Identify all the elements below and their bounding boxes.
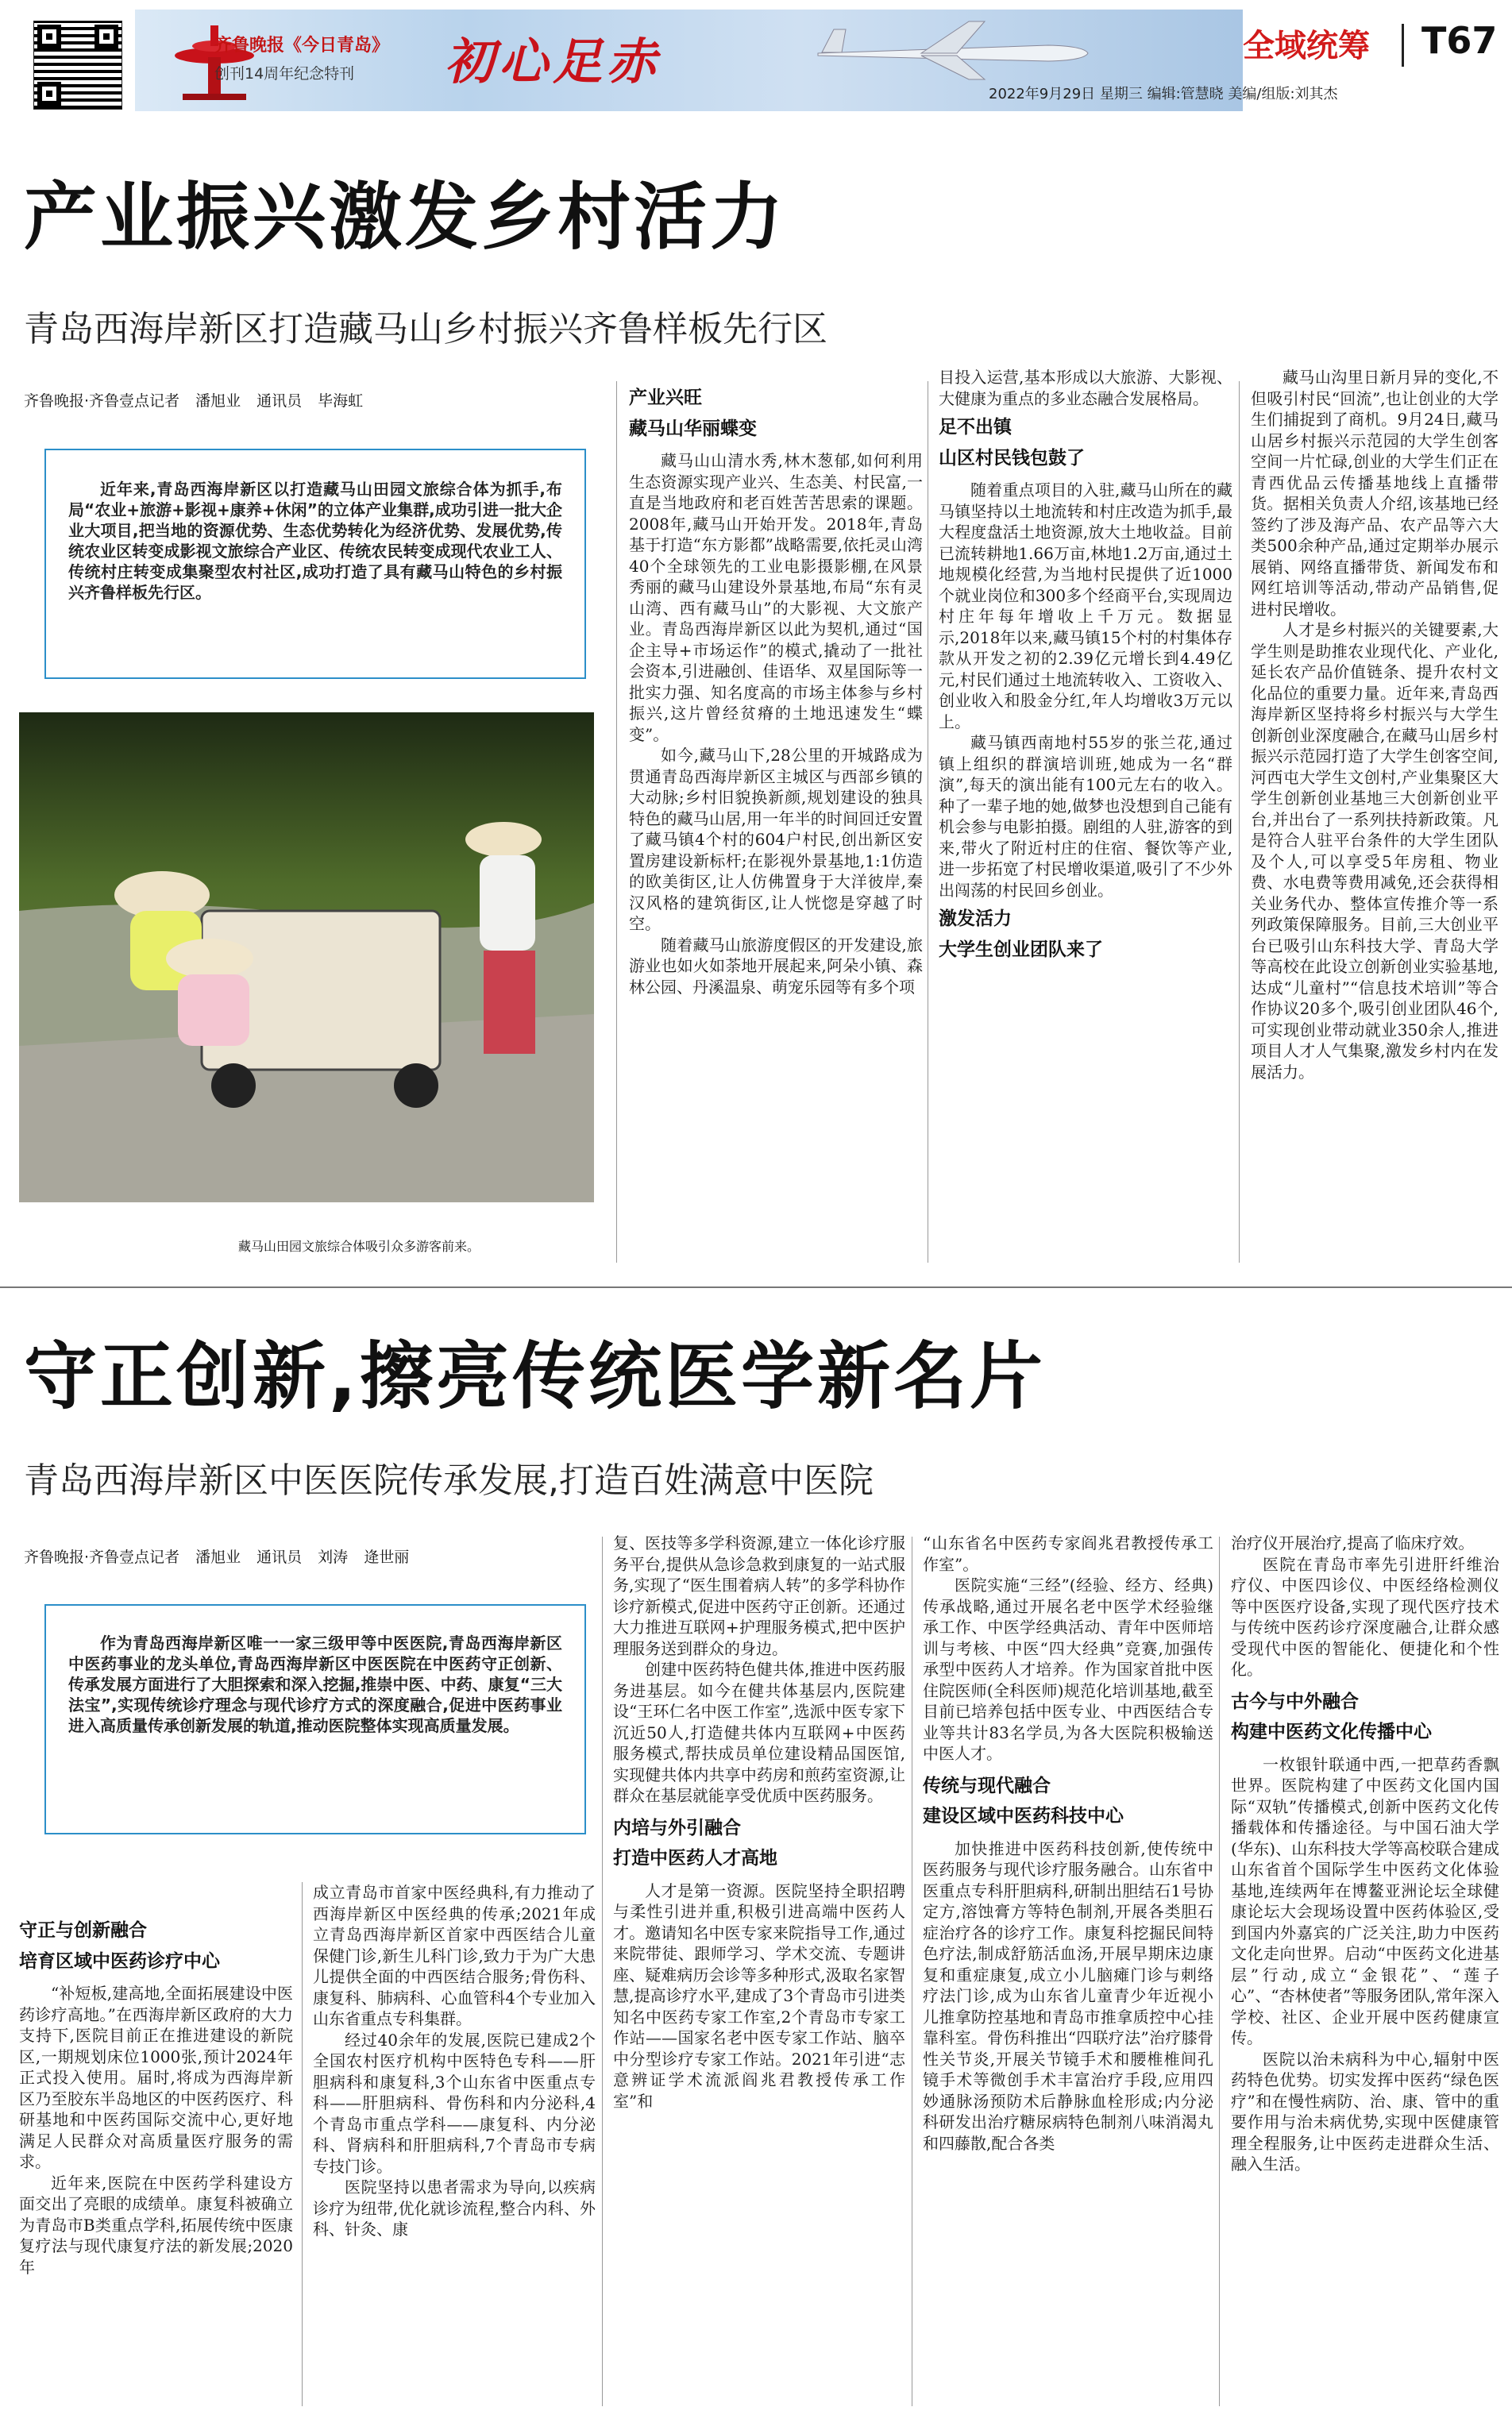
column-rule [616,381,617,1263]
article2-lead: 作为青岛西海岸新区唯一一家三级甲等中医医院,青岛西海岸新区中医药事业的龙头单位,青岛西海岸新区中医医院在中医药守正创新、传承发展方面进行了大胆探索和深入挖掘,推崇中医、中药、康复“三大法宝”,实现传统诊疗理念与现代诊疗方式的深度融合,促进中医药事业进入高质量传承创新发展的轨道,推动医院整体实现高质量发展。 [68,1634,562,1735]
paragraph: “补短板,建高地,全面拓展建设中医药诊疗高地。”在西海岸新区政府的大力支持下,医院目前正在推进建设的新院区,一期规划床位1000张,预计2024年正式投入使用。届时,将成为西海岸新区乃至胶东半岛地区的中医药医疗、科研基地和中医药国际交流中心,更好地满足人民群众对高质量医疗服务的需求。 [19,1984,293,2171]
column-rule [302,1882,303,2406]
section-heading: 产业兴旺 [629,388,702,408]
paragraph: 加快推进中医药科技创新,使传统中医药服务与现代诊疗服务融合。山东省中医重点专科肝胆病科,研制出胆结石1号协定方,溶蚀膏方等特色制剂,开展各类胆石症治疗各的诊疗工作。康复科挖掘民间特色疗法,制成舒筋活血汤,开展早期床边康复和重症康复,成立小儿脑瘫门诊与刺络疗法门诊,成为山东省儿童青少年近视小儿推拿防控基地和青岛市推拿质控中心挂靠科室。骨伤科推出“四联疗法”治疗膝骨性关节炎,开展关节镜手术和腰椎椎间孔镜手术等微创手术丰富治疗手段,应用四妙通脉汤预防术后静脉血栓形成;内分泌科研发出治疗糖尿病特色制剂八味消渴丸和四藤散,配合各类 [923,1838,1213,2153]
article2-column-3 [613,1533,905,2422]
paragraph: 治疗仪开展治疗,提高了临床疗效。 [1231,1533,1475,1553]
article2-column-1 [19,1915,293,2424]
article1-column-2 [629,383,923,1264]
article2-subhead: 青岛西海岸新区中医医院传承发展,打造百姓满意中医院 [24,1460,874,1501]
paragraph: 人才是乡村振兴的关键要素,大学生则是助推农业现代化、产业化,延长农产品价值链条、提升农村文化品位的重要力量。近年来,青岛西海岸新区坚持将乡村振兴与大学生创新创业深度融合,在藏马山居乡村振兴示范园打造了大学生创客空间,河西屯大学生文创村,产业集聚区大学生创新创业基地三大创新创业平台,并出台了一系列扶持新政策。凡是符合人驻平台条件的大学生团队及个人,可以享受5年房租、物业费、水电费等费用减免,还会获得相关业务代办、整体宣传推介等一系列政策保障服务。目前,三大创业平台已吸引山东科技大学、青岛大学等高校在此设立创新创业实验基地,达成“儿童村”“信息技术培训”等合作协议20多个,吸引创业团队46个,可实现创业带动就业350余人,推进项目人才人气集聚,激发乡村内在发展活力。 [1251,620,1498,1082]
article1-photo-caption: 藏马山田园文旅综合体吸引众多游客前来。 [238,1239,480,1254]
paper-name: 齐鲁晚报《今日青岛》 [214,36,390,56]
article1-column-3 [939,367,1232,1264]
page-number: T67 [1421,19,1498,62]
section-subheading: 打造中医药人才高地 [613,1848,777,1869]
section-subheading: 建设区域中医药科技中心 [923,1806,1124,1826]
article2-column-2 [313,1882,596,2422]
airplane-icon [810,17,1096,81]
paper-subtitle: 创刊14周年纪念特刊 [214,65,355,83]
date-editor-line: 2022年9月29日 星期三 编辑:管慧晓 美编/组版:刘其杰 [989,86,1338,102]
paragraph: 医院以治未病科为中心,辐射中医药特色优势。切实发挥中医药“绿色医疗”和在慢性病防、治、康、管中的重要作用与治未病优势,实现中医健康管理全程服务,让中医药走进群众生活、融入生活。 [1231,2049,1499,2174]
section-subheading: 培育区域中医药诊疗中心 [19,1950,220,1972]
paragraph: 目投入运营,基本形成以大旅游、大影视、大健康为重点的多业态融合发展格局。 [939,368,1232,408]
header-slogan: 初心足赤 [445,33,662,91]
section-subheading: 藏马山华丽蝶变 [629,418,757,439]
paragraph: “山东省名中医药专家阎兆君教授传承工作室”。 [923,1533,1213,1574]
paragraph: 创建中医药特色健共体,推进中医药服务进基层。如今在健共体基层内,医院建设“王环仁名中医工作室”,选派中医专家下沉近50人,打造健共体内互联网+中医药服务模式,帮扶成员单位建设精品国医馆,实现健共体内共享中药房和煎药室资源,让群众在基层就能享受优质中医药服务。 [613,1660,905,1805]
paragraph: 人才是第一资源。医院坚持全职招聘与柔性引进并重,积极引进高端中医药人才。邀请知名中医专家来院指导工作,通过来院带徒、跟师学习、学术交流、专题讲座、疑难病历会诊等多种形式,汲取名家智慧,提高诊疗水平,建成了3个青岛市引进类知名中医药专家工作室,2个青岛市专家工作站——国家名老中医专家工作站、脑卒中分型诊疗专家工作站。2021年引进“志意辨证学术流派阎兆君教授传承工作室”和 [613,1880,905,2111]
article2-byline: 齐鲁晚报·齐鲁壹点记者 潘旭业 通讯员 刘涛 逄世丽 [24,1549,410,1566]
article1-byline: 齐鲁晚报·齐鲁壹点记者 潘旭业 通讯员 毕海虹 [24,392,364,410]
page-header [0,0,1512,119]
paragraph: 藏马山山清水秀,林木葱郁,如何利用生态资源实现产业兴、生态美、村民富,一直是当地政府和老百姓苦苦思索的课题。2008年,藏马山开始开发。2018年,青岛基于打造“东方影都”战略需要,依托灵山湾40个全球领先的工业电影摄影棚,在风景秀丽的藏马山建设外景基地,布局“东有灵山湾、西有藏马山”的大影视、大文旅产业。青岛西海岸新区以此为契机,通过“国企主导+市场运作”的模式,撬动了一批社会资本,引进融创、佳语华、双星国际等一批实力强、知名度高的市场主体参与乡村振兴,这片曾经贫瘠的土地迅速发生“蝶变”。 [629,451,923,744]
paragraph: 医院坚持以患者需求为导向,以疾病诊疗为纽带,优化就诊流程,整合内科、外科、针灸、康 [313,2177,596,2239]
section-subheading: 山区村民钱包鼓了 [939,447,1085,469]
article2-column-5 [1231,1533,1499,2422]
article1-lead-box [44,449,586,679]
section-heading: 古今与中外融合 [1231,1691,1359,1712]
article2-headline: 守正创新,擦亮传统医学新名片 [24,1334,1046,1419]
paragraph: 医院实施“三经”(经验、经方、经典)传承战略,通过开展名老中医学术经验继承工作、中医学经典活动、青年中医师培训与考核、中医“四大经典”竞赛,加强传承型中医药人才培养。作为国家首批中医住院医师(全科医师)规范化培训基地,截至目前已培养包括中医专业、中西医结合专业等共计83名学员,为各大医院积极输送中医人才。 [923,1576,1213,1763]
section-heading: 守正与创新融合 [19,1920,147,1941]
paragraph: 复、医技等多学科资源,建立一体化诊疗服务平台,提供从急诊急救到康复的一站式服务,实现了“医生围着病人转”的多学科协作诊疗新模式,促进中医药守正创新。还通过大力推进互联网+护理服务模式,把中医护理服务送到群众的身边。 [613,1533,905,1658]
section-heading: 激发活力 [939,908,1012,929]
article1-subhead: 青岛西海岸新区打造藏马山乡村振兴齐鲁样板先行区 [24,309,827,349]
section-heading: 足不出镇 [939,417,1012,438]
section-heading: 传统与现代融合 [923,1775,1051,1796]
article2-column-4 [923,1533,1213,2422]
paragraph: 一枚银针联通中西,一把草药香飘世界。医院构建了中医药文化国内国际“双轨”传播模式,创新中医药文化传播载体和传播途径。与中国石油大学(华东)、山东科技大学等高校联合建成山东省首个国际学生中医药文化体验基地,连续两年在博鳌亚洲论坛全球健康论坛大会现场设置中医药体验区,受到国内外嘉宾的广泛关注,助力中医药文化走向世界。启动“中医药文化进基层”行动,成立“金银花”、“莲子心”、“杏林使者”等服务团队,常年深入学校、社区、企业开展中医药健康宣传。 [1231,1754,1499,2047]
article2-lead-box [44,1604,586,1834]
section-name: 全域统筹 [1243,28,1370,64]
section-subheading: 构建中医药文化传播中心 [1231,1722,1432,1742]
column-rule [602,1537,603,2406]
paragraph: 随着藏马山旅游度假区的开发建设,旅游业也如火如荼地开展起来,阿朵小镇、森林公园、丹溪温泉、萌宠乐园等有多个项 [629,935,923,997]
section-heading: 内培与外引融合 [613,1817,741,1838]
paragraph: 医院在青岛市率先引进肝纤维治疗仪、中医四诊仪、中医经络检测仪等中医医疗设备,实现了现代医疗技术与传统中医药诊疗深度融合,让群众感受现代中医的智能化、便捷化和个性化。 [1231,1554,1499,1679]
paragraph: 藏马镇西南地村55岁的张兰花,通过镇上组织的群演培训班,她成为一名“群演”,每天的演出能有100元左右的收入。种了一辈子地的她,做梦也没想到自己能有机会参与电影拍摄。剧组的人驻,游客的到来,带火了附近村庄的住宿、餐饮等产业,进一步拓宽了村民增收渠道,吸引了不少外出闯荡的村民回乡创业。 [939,733,1232,900]
qr-code-icon [33,21,122,110]
column-rule [1239,381,1240,1263]
article1-lead: 近年来,青岛西海岸新区以打造藏马山田园文旅综合体为抓手,布局“农业+旅游+影视+康养+休闲”的立体产业集群,成功引进一批大企业大项目,把当地的资源优势、生态优势转化为经济优势、发展优势,传统农业区转变成影视文旅综合产业区、传统农民转变成现代农业工人、传统村庄转变成集聚型农村社区,成功打造了具有藏马山特色的乡村振兴齐鲁样板先行区。 [68,480,562,602]
article1-photo [19,712,594,1202]
paragraph: 经过40余年的发展,医院已建成2个全国农村医疗机构中医特色专科——肝胆病科和康复科,3个山东省中医重点专科——肝胆病科、骨伤科和内分泌科,4个青岛市重点学科——康复科、内分泌科、肾病科和肝胆病科,7个青岛市专病专技门诊。 [313,2030,596,2176]
section-subheading: 大学生创业团队来了 [939,939,1103,960]
article-separator [0,1286,1512,1288]
children-cart-photo [19,712,594,1202]
paragraph: 近年来,医院在中医药学科建设方面交出了亮眼的成绩单。康复科被确立为青岛市B类重点学科,拓展传统中医康复疗法与现代康复疗法的新发展;2020年 [19,2173,293,2277]
paragraph: 随着重点项目的入驻,藏马山所在的藏马镇坚持以土地流转和村庄改造为抓手,最大程度盘活土地资源,放大土地收益。目前已流转耕地1.66万亩,林地1.2万亩,通过土地规模化经营,为当地村民提供了近1000个就业岗位和300多个经商平台,实现周边村庄年每年增收上千万元。数据显示,2018年以来,藏马镇15个村的村集体存款从开发之初的2.39亿元增长到4.49亿元,村民们通过土地流转收入、工资收入、创业收入和股金分红,年人均增收3万元以上。 [939,480,1232,731]
paragraph: 如今,藏马山下,28公里的开城路成为贯通青岛西海岸新区主城区与西部乡镇的大动脉;乡村旧貌换新颜,规划建设的独具特色的藏马山居,用一年半的时间回迁安置了藏马镇4个村的604户村民,创出新区安置房建设新标杆;在影视外景基地,1:1仿造的欧美街区,让人仿佛置身于大洋彼岸,秦汉风格的建筑街区,让人恍惚是穿越了时空。 [629,746,923,933]
header-divider [1402,24,1404,67]
column-rule [1219,1537,1220,2406]
article1-headline: 产业振兴激发乡村活力 [24,175,787,260]
paragraph: 成立青岛市首家中医经典科,有力推动了西海岸新区中医经典的传承;2021年成立青岛西海岸新区首家中西医结合儿童保健门诊,新生儿科门诊,致力于为广大患儿提供全面的中西医结合服务;骨伤科、康复科、肺病科、心血管科4个专业加入山东省重点专科集群。 [313,1883,596,2028]
article1-column-4 [1251,367,1498,1264]
paragraph: 藏马山沟里日新月异的变化,不但吸引村民“回流”,也让创业的大学生们捕捉到了商机。9月24日,藏马山居乡村振兴示范园的大学生创客空间一片忙碌,创业的大学生们正在青西优品云传播基地线上直播带货。据相关负责人介绍,该基地已经签约了涉及海产品、农产品等六大类500余种产品,通过定期举办展示展销、网络直播带货、新闻发布和网红培训等活动,带动产品销售,促进村民增收。 [1251,368,1498,619]
